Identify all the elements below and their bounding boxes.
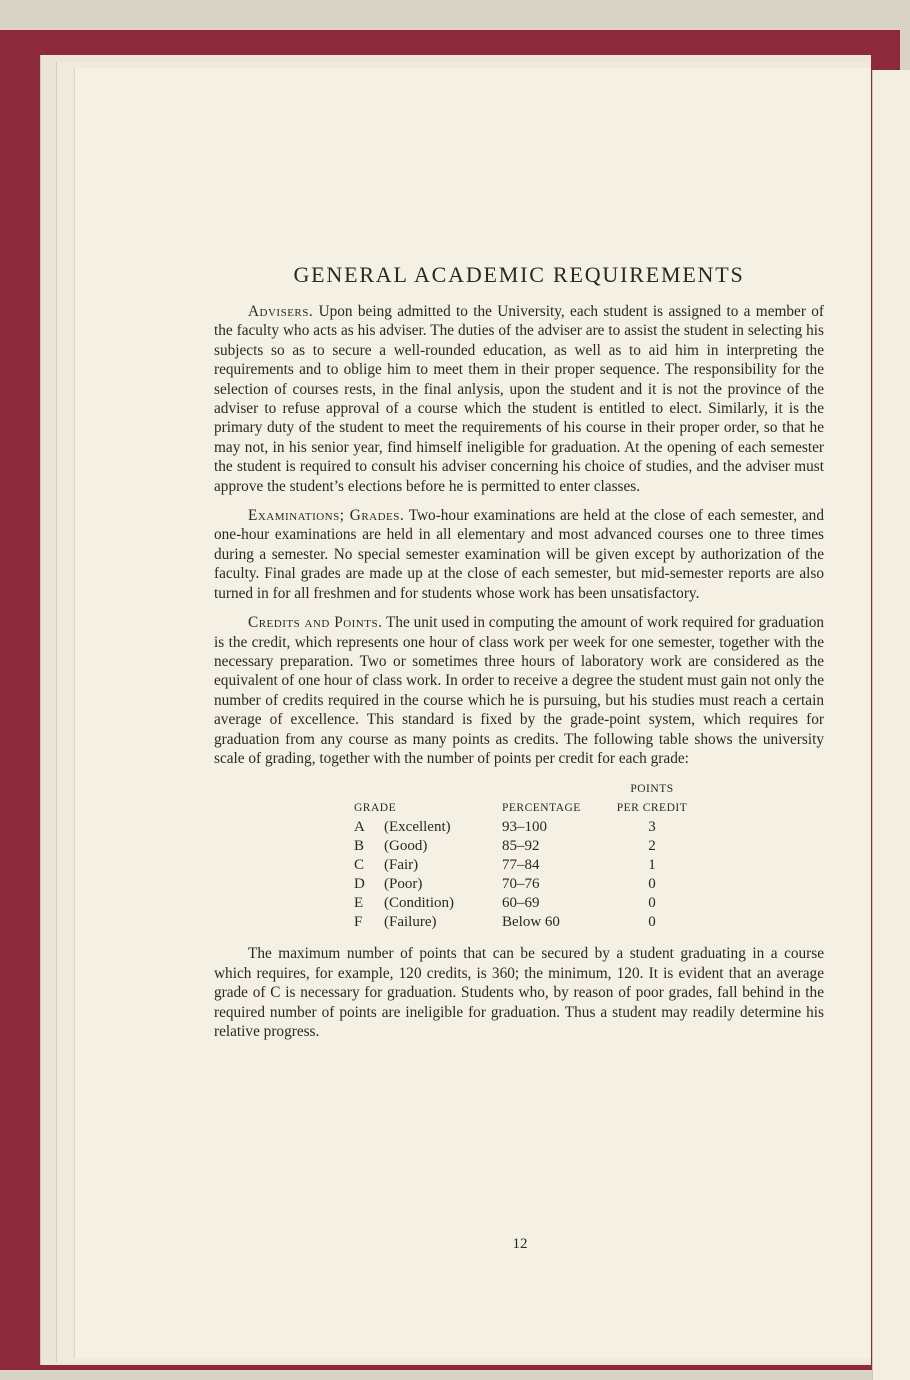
credits-text: The unit used in computing the amount of work required for graduation is the credit, which represents one hour of class work per week for one semester, together with the necessary preparation. Two or sometimes three hours of laboratory work are considered as the equivalent of one hour of class work. In order to receive a degree the student must gain not only the number of credits required in the course which he is pursuing, but his studies must reach a certain average of excellence. This standard is fixed by the grade-point system, which requires for graduation from any course as many points as credits. The following table shows the university scale of grading, together with the number of points per credit for each grade: bbox=[214, 614, 824, 767]
grade-description: (Fair) bbox=[384, 857, 419, 874]
examinations-text: Two-hour examinations are held at the close of each semester, and one-hour examinations are held in all elementary and most advanced courses one to three times during a semester. No special semester examination will be given except by authorization of the faculty. Final grades are made up at the close of each semester, but mid-semester reports are also turned in for all freshmen and for students whose work has been unsatisfactory. bbox=[214, 507, 824, 602]
grade-row bbox=[354, 894, 692, 913]
grade-letter: D bbox=[354, 876, 365, 893]
grade-points: 3 bbox=[648, 819, 656, 836]
grade-table-header-top bbox=[354, 780, 692, 799]
grade-letter: B bbox=[354, 838, 365, 855]
advisers-text: Upon being admitted to the University, each student is assigned to a member of the faculty who acts as his adviser. The duties of the adviser are to assist the student in selecting his subjects so as to secure a well-rounded education, as well as to aid him in interpreting the requirements and to oblige him to meet them in their proper sequence. The responsibility for the selection of courses rests, in the final anlysis, upon the student and it is not the province of the adviser to refuse approval of a course which the student is entitled to elect. Similarly, it is the primary duty of the student to meet the requirements of his course in their proper order, so that he may not, in his senior year, find himself ineligible for graduation. At the opening of each semester the student is required to consult his adviser concerning his choice of studies, and the adviser must approve the student’s elections before he is permitted to enter classes. bbox=[214, 303, 824, 495]
points-header-line2: PER CREDIT bbox=[616, 802, 688, 815]
points-header-line1: POINTS bbox=[630, 783, 674, 796]
grade-letter: C bbox=[354, 857, 365, 874]
grade-table-header bbox=[354, 799, 692, 818]
grade-letter: F bbox=[354, 914, 363, 931]
credits-heading: Credits and Points. bbox=[248, 614, 383, 632]
grade-percentage: 60–69 bbox=[502, 895, 540, 912]
page-content bbox=[214, 262, 824, 1041]
percentage-header: PERCENTAGE bbox=[502, 802, 581, 815]
grade-row bbox=[354, 818, 692, 837]
grade-description: (Condition) bbox=[384, 895, 454, 912]
grade-percentage: 77–84 bbox=[502, 857, 540, 874]
grade-letter: E bbox=[354, 895, 364, 912]
grade-points: 1 bbox=[648, 857, 656, 874]
examinations-heading: Examinations; Grades. bbox=[248, 507, 405, 525]
grade-table bbox=[354, 780, 692, 932]
advisers-heading: Advisers. bbox=[248, 303, 314, 320]
examinations-paragraph bbox=[214, 506, 824, 603]
facing-page-edge bbox=[872, 70, 910, 1380]
grade-percentage: 93–100 bbox=[502, 819, 547, 836]
page-title: GENERAL ACADEMIC REQUIREMENTS bbox=[293, 262, 745, 287]
grade-percentage: 85–92 bbox=[502, 838, 540, 855]
grade-row bbox=[354, 875, 692, 894]
grade-description: (Poor) bbox=[384, 876, 423, 893]
grade-row bbox=[354, 856, 692, 875]
grade-percentage: Below 60 bbox=[502, 914, 560, 931]
grade-points: 0 bbox=[648, 876, 656, 893]
grade-points: 0 bbox=[648, 914, 656, 931]
advisers-paragraph bbox=[214, 302, 824, 496]
grade-header: GRADE bbox=[354, 802, 397, 815]
grade-row bbox=[354, 837, 692, 856]
grade-row bbox=[354, 913, 692, 932]
closing-text: The maximum number of points that can be secured by a student graduating in a course which requires, for example, 120 credits, is 360; the minimum, 120. It is evident that an average grade of C is necessary for graduation. Students who, by reason of poor grades, fall behind in the required number of points are ineligible for graduation. Thus a student may readily determine his relative progress. bbox=[214, 945, 824, 1040]
grade-description: (Excellent) bbox=[384, 819, 451, 836]
grade-points: 0 bbox=[648, 895, 656, 912]
grade-points: 2 bbox=[648, 838, 656, 855]
grade-description: (Failure) bbox=[384, 914, 437, 931]
grade-percentage: 70–76 bbox=[502, 876, 540, 893]
grade-letter: A bbox=[354, 819, 365, 836]
closing-paragraph bbox=[214, 944, 824, 1041]
page-number: 12 bbox=[512, 1236, 528, 1252]
grade-description: (Good) bbox=[384, 838, 428, 855]
credits-paragraph bbox=[214, 613, 824, 768]
